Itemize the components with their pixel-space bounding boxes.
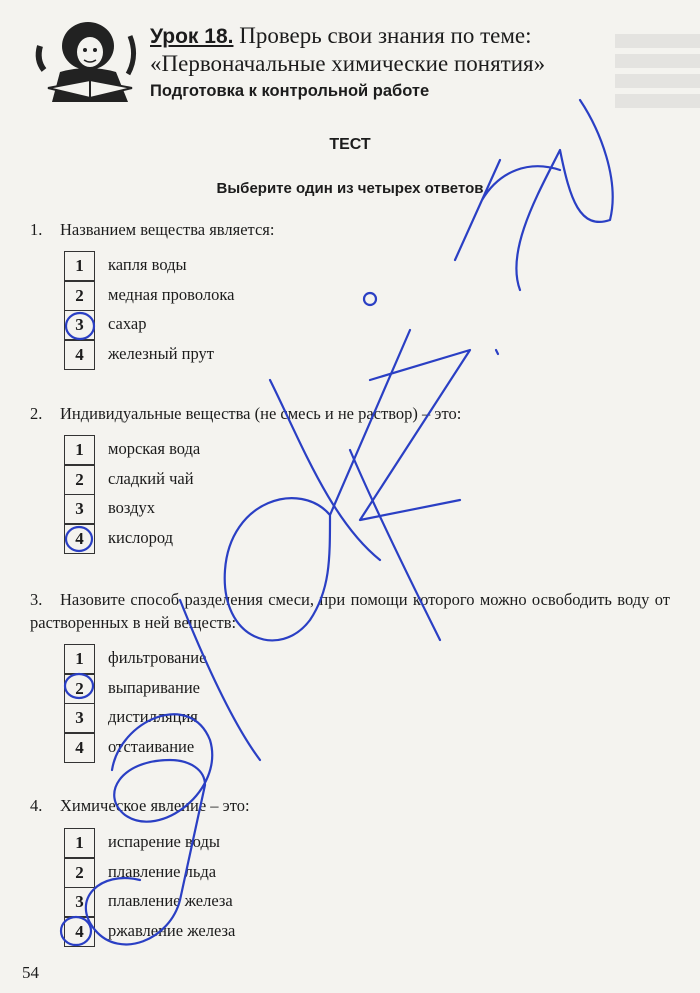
option-number-box: 2 xyxy=(64,674,95,704)
lesson-topic: «Первоначальные химические понятия» xyxy=(150,51,546,76)
watermark-letter-z xyxy=(360,350,470,520)
question-1-text xyxy=(30,218,670,241)
option-number-box: 4 xyxy=(64,524,95,554)
lesson-subtitle: Подготовка к контрольной работе xyxy=(150,82,430,100)
option-number-box: 2 xyxy=(64,858,95,888)
question-label: Индивидуальные вещества (не смесь и не раствор) – это: xyxy=(60,404,462,423)
question-label: Названием вещества является: xyxy=(60,220,275,239)
option-label: выпаривание xyxy=(108,677,200,697)
option-number-box: 4 xyxy=(64,340,95,370)
student-reading-illustration xyxy=(30,16,140,102)
watermark-dot xyxy=(496,350,498,354)
question-number: 2. xyxy=(30,404,43,423)
question-3-text xyxy=(30,588,670,634)
option-label: ржавление железа xyxy=(108,920,236,940)
option-number-box: 3 xyxy=(64,887,95,917)
lesson-title xyxy=(150,22,620,50)
lesson-number: Урок 18. xyxy=(150,25,234,48)
question-4-text xyxy=(30,794,670,817)
watermark-small-o xyxy=(364,293,376,305)
option-number-box: 2 xyxy=(64,281,95,311)
option-number-box: 4 xyxy=(64,917,95,947)
option-label: медная проволока xyxy=(108,284,235,304)
test-title: ТЕСТ xyxy=(329,136,371,153)
option-label: отстаивание xyxy=(108,736,195,756)
option-label: морская вода xyxy=(108,439,201,458)
option-number-box: 3 xyxy=(64,310,95,340)
option-label: фильтрование xyxy=(108,648,207,667)
question-label: Назовите способ разделения смеси, при помощи которого можно освободить воду от растворенных в ней веществ: xyxy=(30,590,670,632)
option-number-box: 1 xyxy=(64,828,95,858)
option-label: сладкий чай xyxy=(108,468,194,488)
option-number-box: 1 xyxy=(64,251,95,281)
option-label: капля воды xyxy=(108,255,187,274)
bleed-through-text xyxy=(615,28,700,118)
lesson-header xyxy=(150,22,620,103)
question-number: 4. xyxy=(30,796,43,815)
option-label: дистилляция xyxy=(108,707,198,726)
option-label: воздух xyxy=(108,498,156,517)
test-instruction: Выберите один из четырех ответов xyxy=(216,180,484,197)
option-number-box: 4 xyxy=(64,733,95,763)
option-label: испарение воды xyxy=(108,832,220,851)
question-number: 3. xyxy=(30,590,43,609)
option-number-box: 2 xyxy=(64,465,95,495)
question-number: 1. xyxy=(30,220,43,239)
option-label: плавление железа xyxy=(108,891,233,910)
option-number-box: 3 xyxy=(64,703,95,733)
option-label: кислород xyxy=(108,527,174,547)
option-label: сахар xyxy=(108,314,147,333)
option-number-box: 1 xyxy=(64,435,95,465)
watermark-letter-r xyxy=(455,160,560,260)
lesson-topic-intro: Проверь свои знания по теме: xyxy=(233,23,532,48)
option-label: железный прут xyxy=(108,343,214,363)
option-label: плавление льда xyxy=(108,861,217,881)
page-number: 54 xyxy=(22,963,39,982)
question-label: Химическое явление – это: xyxy=(60,796,250,815)
option-number-box: 3 xyxy=(64,494,95,524)
question-2-text xyxy=(30,402,670,425)
option-number-box: 1 xyxy=(64,644,95,674)
